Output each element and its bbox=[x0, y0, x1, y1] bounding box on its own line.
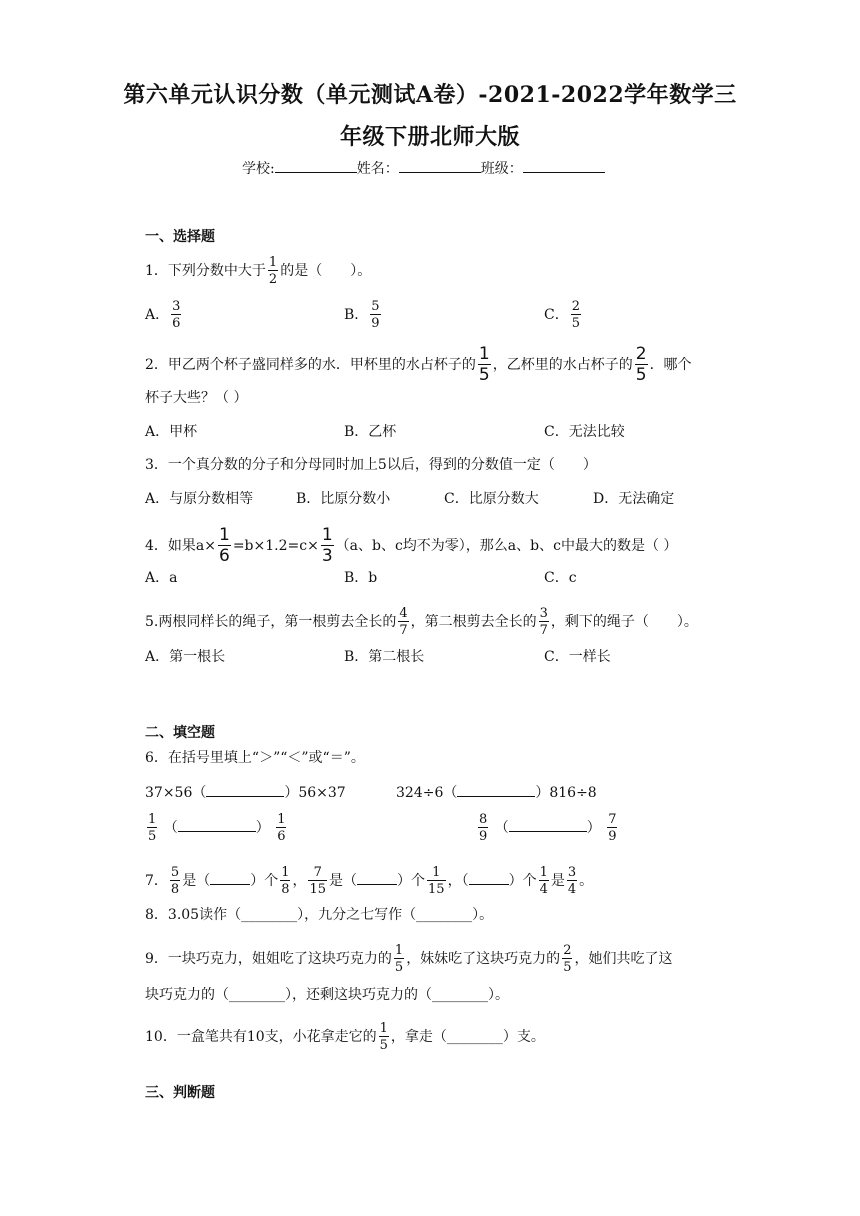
q3-option-d[interactable]: D．无法确定 bbox=[593, 491, 675, 507]
fraction: $\frac{7}{9}$ bbox=[608, 812, 617, 844]
q4-option-a[interactable]: A．a bbox=[145, 570, 178, 586]
fraction: $\frac{3}{7}$ bbox=[539, 606, 548, 638]
info-line bbox=[242, 159, 605, 179]
fraction: $\frac{1}{5}$ bbox=[394, 943, 404, 975]
answer-blank[interactable] bbox=[457, 796, 535, 797]
fraction: $\frac{1}{5}$ bbox=[478, 344, 490, 385]
fraction: $\frac{1}{8}$ bbox=[281, 865, 290, 897]
question-10: 10．一盒笔共有10支，小花拿走它的 $\frac{1}{5}$ ，拿走（________）支。 bbox=[145, 1021, 545, 1053]
fraction: $\frac{2}{5}$ bbox=[635, 344, 647, 385]
fraction: $\frac{3}{6}$ bbox=[172, 299, 181, 331]
question-7: 7． $\frac{5}{8}$ 是（ ）个 $\frac{1}{8}$ ， $\frac{7}{15}$ 是（ ）个 $\frac{1}{15}$ ，（ ）个 $\frac{1}{4}$ 是 $\frac{3}{4}$ 。 bbox=[145, 865, 594, 897]
q2-option-b[interactable]: B．乙杯 bbox=[344, 424, 397, 440]
q5-option-a[interactable]: A．第一根长 bbox=[145, 649, 226, 665]
section-heading-judge: 三、判断题 bbox=[145, 1085, 215, 1101]
document-title-line2: 年级下册北师大版 bbox=[339, 124, 520, 150]
fraction: $\frac{1}{2}$ bbox=[268, 255, 278, 287]
name-label: 姓名： bbox=[356, 161, 399, 177]
school-blank[interactable] bbox=[275, 172, 357, 173]
q2-option-a[interactable]: A．甲杯 bbox=[145, 424, 198, 440]
answer-blank[interactable] bbox=[509, 831, 587, 832]
fraction: $\frac{7}{15}$ bbox=[309, 865, 327, 897]
section-heading-fill: 二、填空题 bbox=[145, 725, 215, 741]
fraction: $\frac{5}{9}$ bbox=[371, 299, 380, 331]
answer-blank[interactable] bbox=[178, 831, 256, 832]
fraction: $\frac{1}{3}$ bbox=[321, 525, 333, 566]
fraction: $\frac{1}{5}$ bbox=[379, 1021, 388, 1053]
q6-expression-2: 324÷6（ ）816÷8 bbox=[396, 785, 597, 801]
name-blank[interactable] bbox=[399, 172, 481, 173]
fraction: $\frac{2}{5}$ bbox=[563, 943, 572, 975]
fraction: $\frac{5}{8}$ bbox=[170, 865, 180, 897]
fraction: $\frac{2}{5}$ bbox=[571, 299, 580, 331]
question-6: 6．在括号里填上“＞”“＜”或“＝”。 bbox=[145, 750, 365, 766]
answer-blank[interactable] bbox=[469, 884, 509, 885]
q3-option-b[interactable]: B．比原分数小 bbox=[296, 491, 391, 507]
fraction: $\frac{1}{6}$ bbox=[277, 812, 286, 844]
q4-option-b[interactable]: B．b bbox=[344, 570, 378, 586]
question-1: 1．下列分数中大于 $\frac{1}{2}$ 的是（ ）。 bbox=[145, 255, 372, 287]
document-title-line1: 第六单元认识分数（单元测试A卷）-2021-2022学年数学三 bbox=[123, 82, 737, 108]
fraction: $\frac{1}{4}$ bbox=[539, 865, 548, 897]
q4-option-c[interactable]: C．c bbox=[544, 570, 577, 586]
fraction: $\frac{1}{15}$ bbox=[428, 865, 445, 897]
q1-option-b[interactable]: B． $\frac{5}{9}$ bbox=[344, 299, 380, 331]
question-9-line2: 块巧克力的（________），还剩这块巧克力的（________）。 bbox=[145, 987, 509, 1003]
q5-option-c[interactable]: C．一样长 bbox=[544, 649, 611, 665]
fraction: $\frac{1}{6}$ bbox=[218, 525, 230, 566]
class-blank[interactable] bbox=[523, 172, 605, 173]
answer-blank[interactable] bbox=[206, 796, 284, 797]
q6-expression-1: 37×56（ ）56×37 bbox=[145, 785, 346, 801]
question-5: 5.两根同样长的绳子，第一根剪去全长的 $\frac{4}{7}$ ，第二根剪去全长的 $\frac{3}{7}$ ，剩下的绳子（ ）。 bbox=[145, 606, 698, 638]
school-label: 学校: bbox=[242, 161, 275, 177]
q6-expression-4: $\frac{8}{9}$ （ ） $\frac{7}{9}$ bbox=[479, 812, 617, 844]
class-label: 班级： bbox=[480, 161, 523, 177]
q5-option-b[interactable]: B．第二根长 bbox=[344, 649, 425, 665]
q3-option-c[interactable]: C．比原分数大 bbox=[444, 491, 539, 507]
question-2-line2: 杯子大些？（ ） bbox=[145, 390, 248, 406]
answer-blank[interactable] bbox=[210, 884, 250, 885]
question-2: 2．甲乙两个杯子盛同样多的水．甲杯里的水占杯子的 $\frac{1}{5}$ ，乙杯里的水占杯子的 $\frac{2}{5}$ ．哪个 bbox=[145, 344, 692, 385]
q1-option-c[interactable]: C． $\frac{2}{5}$ bbox=[544, 299, 580, 331]
q2-option-c[interactable]: C．无法比较 bbox=[544, 424, 625, 440]
question-3: 3．一个真分数的分子和分母同时加上5以后，得到的分数值一定（ ） bbox=[145, 457, 597, 473]
question-8: 8．3.05读作（________），九分之七写作（________）。 bbox=[145, 907, 494, 923]
fraction: $\frac{1}{5}$ bbox=[148, 812, 157, 844]
q3-option-a[interactable]: A．与原分数相等 bbox=[145, 491, 254, 507]
question-4: 4．如果a× $\frac{1}{6}$ =b×1.2=c× $\frac{1}{3}$ （a、b、c均不为零），那么a、b、c中最大的数是（ ） bbox=[145, 525, 678, 566]
q1-option-a[interactable]: A． $\frac{3}{6}$ bbox=[145, 299, 181, 331]
section-heading-choice: 一、选择题 bbox=[145, 229, 215, 245]
q6-expression-3: $\frac{1}{5}$ （ ） $\frac{1}{6}$ bbox=[148, 812, 286, 844]
fraction: $\frac{8}{9}$ bbox=[479, 812, 488, 844]
fraction: $\frac{4}{7}$ bbox=[399, 606, 408, 638]
answer-blank[interactable] bbox=[357, 884, 397, 885]
fraction: $\frac{3}{4}$ bbox=[567, 865, 577, 897]
question-9: 9．一块巧克力，姐姐吃了这块巧克力的 $\frac{1}{5}$ ，妹妹吃了这块巧克力的 $\frac{2}{5}$ ，她们共吃了这 bbox=[145, 943, 673, 975]
